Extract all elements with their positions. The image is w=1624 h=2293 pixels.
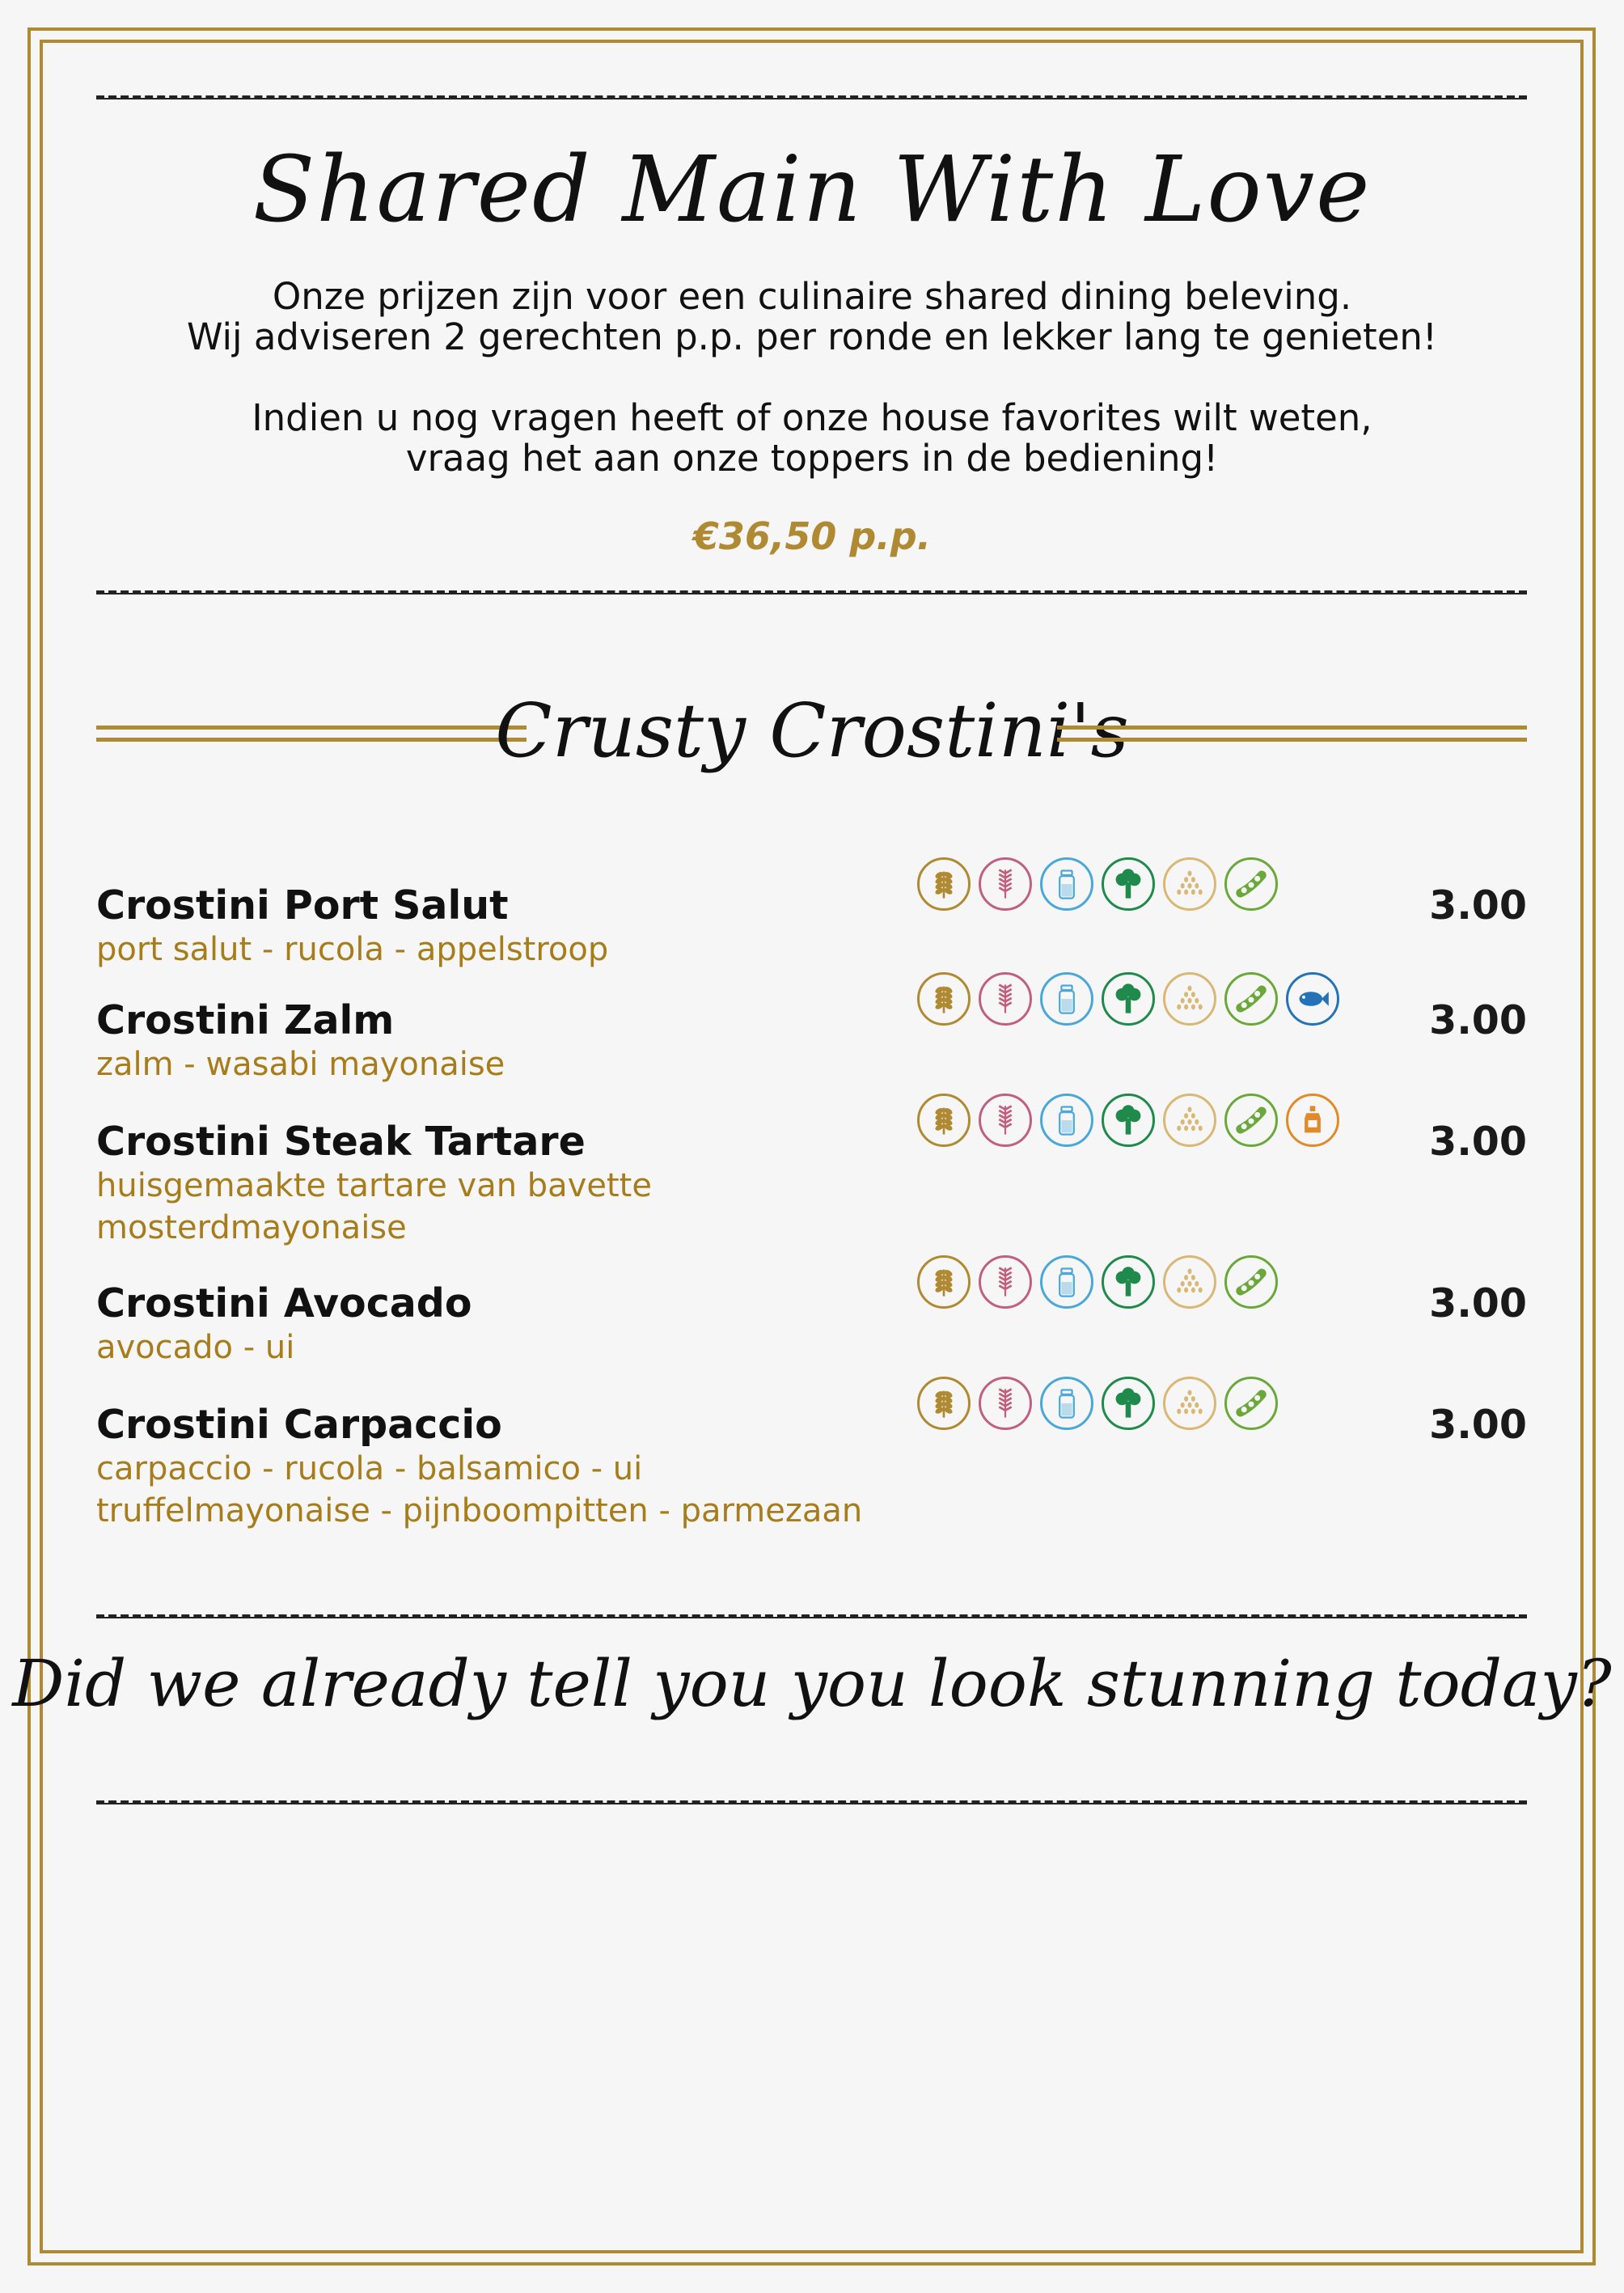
item-description — [96, 929, 954, 971]
menu-item — [96, 1401, 1527, 1530]
item-description-line: port salut - rucola - appelstroop — [96, 931, 609, 968]
intro-line-1: Onze prijzen zijn voor een culinaire shared dining beleving. — [272, 275, 1352, 318]
divider-footer-top — [96, 1614, 1527, 1618]
sesame-icon — [1163, 972, 1216, 1026]
divider-footer-bottom — [96, 1800, 1527, 1804]
section-rule-right — [1057, 726, 1527, 742]
sesame-icon — [1163, 1255, 1216, 1309]
item-name: Crostini Zalm — [96, 997, 395, 1043]
item-price: 3.00 — [1429, 882, 1527, 929]
celery-icon — [1102, 857, 1155, 911]
item-description-line: carpaccio - rucola - balsamico - ui — [96, 1450, 643, 1487]
gluten-icon — [917, 1094, 971, 1147]
item-description — [96, 1448, 954, 1532]
sesame-icon — [1163, 857, 1216, 911]
item-description-line: huisgemaakte tartare van bavette — [96, 1167, 652, 1204]
soy-icon — [1224, 1094, 1278, 1147]
intro-line-4: vraag het aan onze toppers in de bediening! — [405, 437, 1219, 480]
fish-icon — [1286, 972, 1339, 1026]
allergen-icons — [917, 1255, 1278, 1314]
divider-header-bottom — [96, 590, 1527, 594]
soy-icon — [1224, 1255, 1278, 1309]
allergen-icons — [917, 857, 1278, 916]
sesame-icon — [1163, 1094, 1216, 1147]
milk-icon — [1040, 972, 1093, 1026]
celery-icon — [1102, 972, 1155, 1026]
price-per-person: €36,50 p.p. — [692, 514, 932, 558]
intro-paragraph-1 — [0, 277, 1624, 357]
item-description — [96, 1043, 954, 1085]
celery-icon — [1102, 1094, 1155, 1147]
grain-icon — [979, 1094, 1032, 1147]
item-description — [96, 1326, 954, 1369]
milk-icon — [1040, 857, 1093, 911]
item-name: Crostini Avocado — [96, 1280, 472, 1326]
divider-top — [96, 95, 1527, 99]
item-price: 3.00 — [1429, 997, 1527, 1043]
soy-icon — [1224, 1377, 1278, 1430]
item-name: Crostini Port Salut — [96, 882, 509, 929]
milk-icon — [1040, 1255, 1093, 1309]
allergen-icons — [917, 972, 1339, 1030]
section-title: Crusty Crostini's — [495, 687, 1129, 774]
grain-icon — [979, 857, 1032, 911]
item-description-line: zalm - wasabi mayonaise — [96, 1046, 505, 1083]
gluten-icon — [917, 1377, 971, 1430]
menu-item — [96, 1118, 1527, 1247]
soy-icon — [1224, 857, 1278, 911]
item-description-line: truffelmayonaise - pijnboompitten - parmezaan — [96, 1492, 863, 1529]
item-price: 3.00 — [1429, 1119, 1527, 1165]
celery-icon — [1102, 1255, 1155, 1309]
allergen-icons — [917, 1377, 1278, 1435]
allergen-icons — [917, 1094, 1339, 1152]
milk-icon — [1040, 1094, 1093, 1147]
grain-icon — [979, 1377, 1032, 1430]
intro-line-3: Indien u nog vragen heeft of onze house favorites wilt weten, — [252, 396, 1372, 439]
grain-icon — [979, 1255, 1032, 1309]
item-price: 3.00 — [1429, 1280, 1527, 1326]
milk-icon — [1040, 1377, 1093, 1430]
menu-item — [96, 1280, 1527, 1409]
item-description-line: mosterdmayonaise — [96, 1209, 407, 1246]
gluten-icon — [917, 857, 971, 911]
intro-paragraph-2 — [0, 398, 1624, 479]
celery-icon — [1102, 1377, 1155, 1430]
intro-line-2: Wij adviseren 2 gerechten p.p. per ronde en lekker lang te genieten! — [187, 315, 1437, 358]
soy-icon — [1224, 972, 1278, 1026]
item-description-line: avocado - ui — [96, 1329, 295, 1366]
grain-icon — [979, 972, 1032, 1026]
item-name: Crostini Carpaccio — [96, 1402, 502, 1448]
gluten-icon — [917, 972, 971, 1026]
item-name: Crostini Steak Tartare — [96, 1119, 586, 1165]
item-price: 3.00 — [1429, 1402, 1527, 1448]
closing-line: Did we already tell you you look stunning today? — [12, 1646, 1612, 1721]
sesame-icon — [1163, 1377, 1216, 1430]
gluten-icon — [917, 1255, 971, 1309]
page-title: Shared Main With Love — [252, 137, 1372, 243]
item-description — [96, 1165, 954, 1249]
mustard-icon — [1286, 1094, 1339, 1147]
